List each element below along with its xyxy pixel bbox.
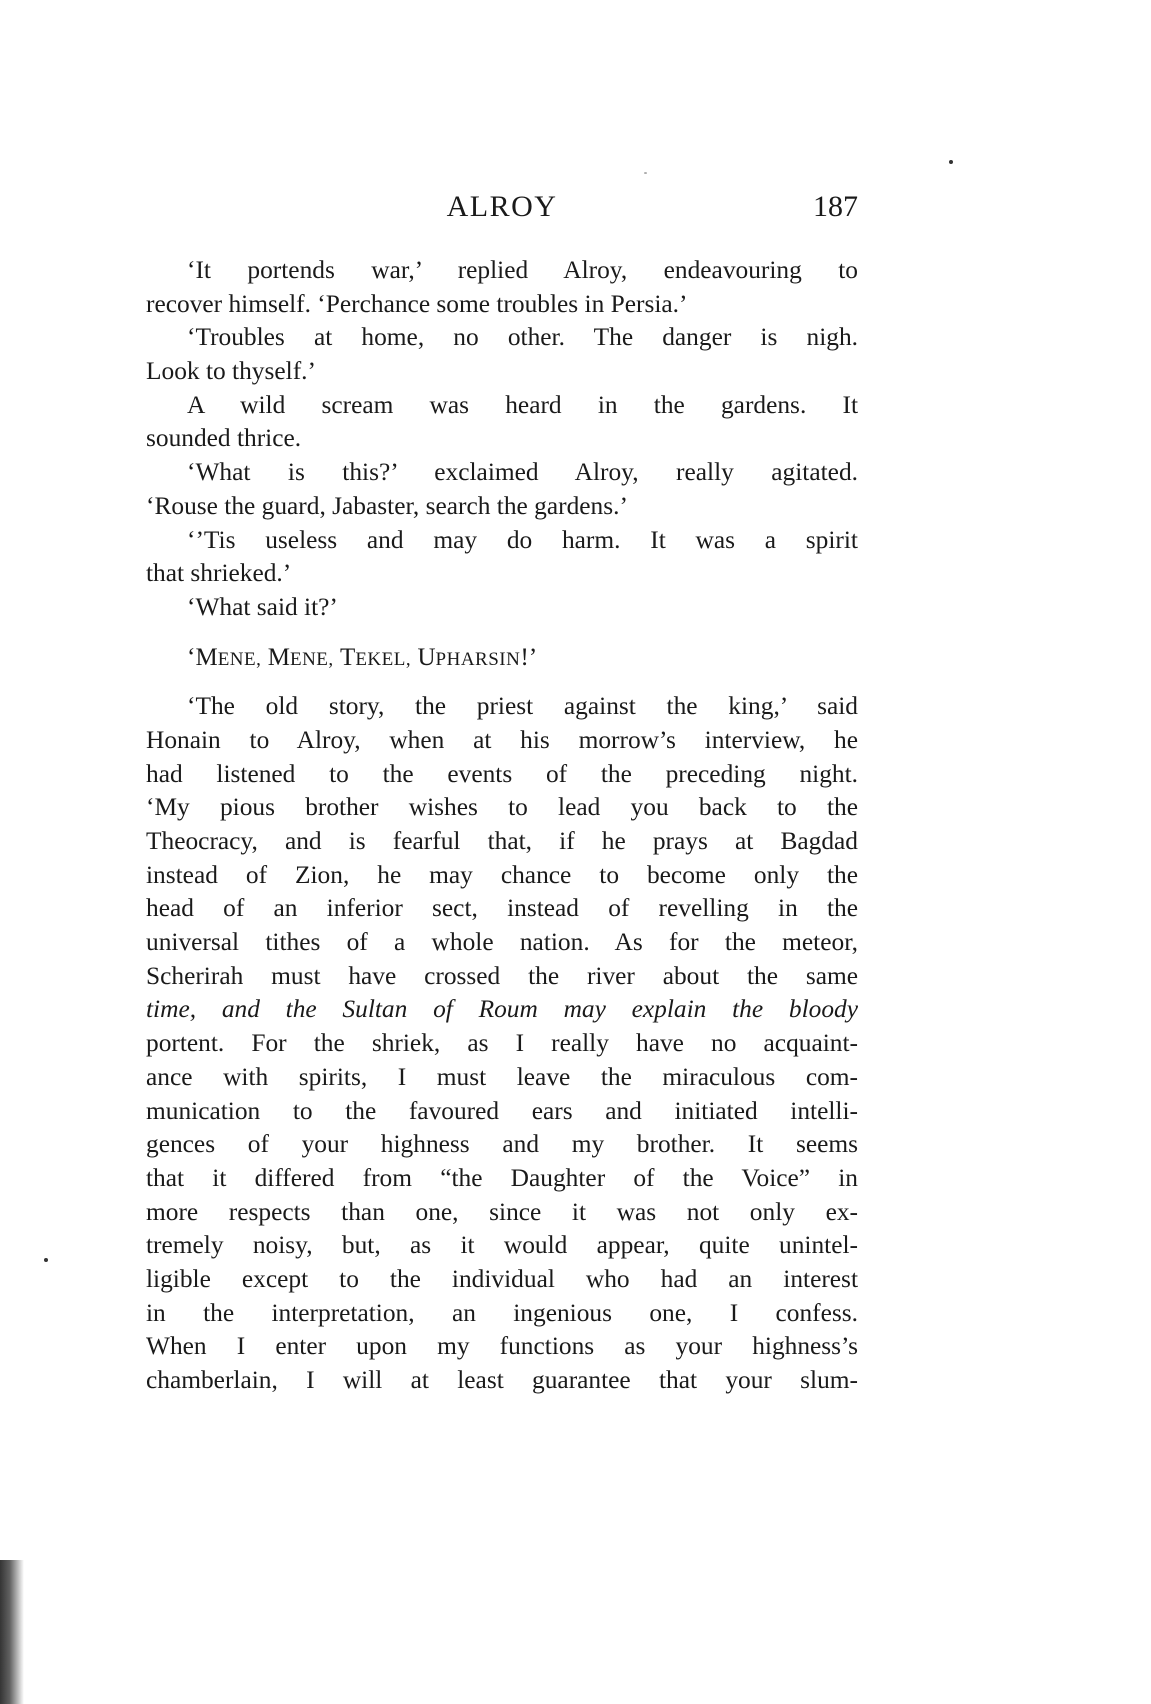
inscription-small: EKEL,	[355, 648, 412, 670]
inscription-open-quote: ‘	[187, 642, 196, 671]
inscription-close: !’	[520, 642, 538, 671]
text-line: in the interpretation, an ingenious one, I confess.	[146, 1298, 858, 1327]
text-line: time, and the Sultan of Roum may explain the bloody	[146, 995, 858, 1024]
text-line: munication to the favoured ears and initiated intelli-	[146, 1096, 858, 1125]
text-line: ‘It portends war,’ replied Alroy, endeavouring to	[187, 256, 858, 284]
text-line: Scherirah must have crossed the river about the same	[146, 961, 858, 990]
text-line: head of an inferior sect, instead of revelling in the	[146, 894, 858, 923]
text-line: Look to thyself.’	[146, 357, 316, 386]
inscription-small: PHARSIN	[435, 648, 521, 670]
inscription-cap: M	[195, 643, 218, 671]
text-line: tremely noisy, but, as it would appear, quite unintel-	[146, 1231, 858, 1260]
text-line: ‘’Tis useless and may do harm. It was a spirit	[187, 525, 858, 554]
page-edge-shadow	[0, 1560, 24, 1704]
text-line: ance with spirits, I must leave the miraculous com-	[146, 1062, 858, 1091]
text-line: Honain to Alroy, when at his morrow’s interview, he	[146, 725, 858, 754]
scan-speck	[644, 172, 647, 174]
inscription-line	[146, 641, 858, 675]
text-line: had listened to the events of the preceding night.	[146, 759, 858, 788]
text-line: ligible except to the individual who had an interest	[146, 1264, 858, 1293]
text-line: When I enter upon my functions as your highness’s	[146, 1332, 858, 1361]
text-line: that shrieked.’	[146, 559, 292, 588]
text-line: ‘Rouse the guard, Jabaster, search the gardens.’	[146, 491, 628, 520]
page-header	[146, 190, 858, 230]
text-line: instead of Zion, he may chance to become only the	[146, 860, 858, 889]
text-line: gences of your highness and my brother. It seems	[146, 1130, 858, 1159]
body-text	[146, 254, 858, 1398]
page-number: 187	[813, 190, 858, 223]
scan-speck	[44, 1258, 48, 1262]
scan-speck	[949, 160, 953, 164]
inscription-small: ENE,	[217, 648, 262, 670]
text-line: recover himself. ‘Perchance some troubles in Persia.’	[146, 289, 688, 318]
text-line: ‘My pious brother wishes to lead you back to the	[146, 793, 858, 822]
text-line: sounded thrice.	[146, 424, 302, 453]
text-line: ‘What said it?’	[187, 592, 338, 621]
text-line: A wild scream was heard in the gardens. It	[187, 390, 858, 419]
text-line: universal tithes of a whole nation. As for the meteor,	[146, 928, 858, 957]
text-line: portent. For the shriek, as I really have no acquaint-	[146, 1029, 858, 1058]
section-gap	[146, 625, 858, 641]
inscription-cap: U	[417, 643, 436, 671]
inscription-cap: M	[267, 643, 290, 671]
running-head: ALROY	[446, 190, 558, 223]
text-line: ‘The old story, the priest against the king,’ said	[187, 692, 858, 721]
text-line: more respects than one, since it was not only ex-	[146, 1197, 858, 1226]
inscription-small: ENE,	[289, 648, 334, 670]
section-gap	[146, 674, 858, 690]
text-line: chamberlain, I will at least guarantee that your slum-	[146, 1366, 858, 1394]
text-line: ‘Troubles at home, no other. The danger is nigh.	[187, 323, 858, 352]
inscription-cap: T	[340, 643, 356, 671]
text-line: Theocracy, and is fearful that, if he prays at Bagdad	[146, 827, 858, 855]
text-line: ‘What is this?’ exclaimed Alroy, really agitated.	[187, 458, 858, 487]
text-line: that it differed from “the Daughter of the Voice” in	[146, 1163, 858, 1192]
